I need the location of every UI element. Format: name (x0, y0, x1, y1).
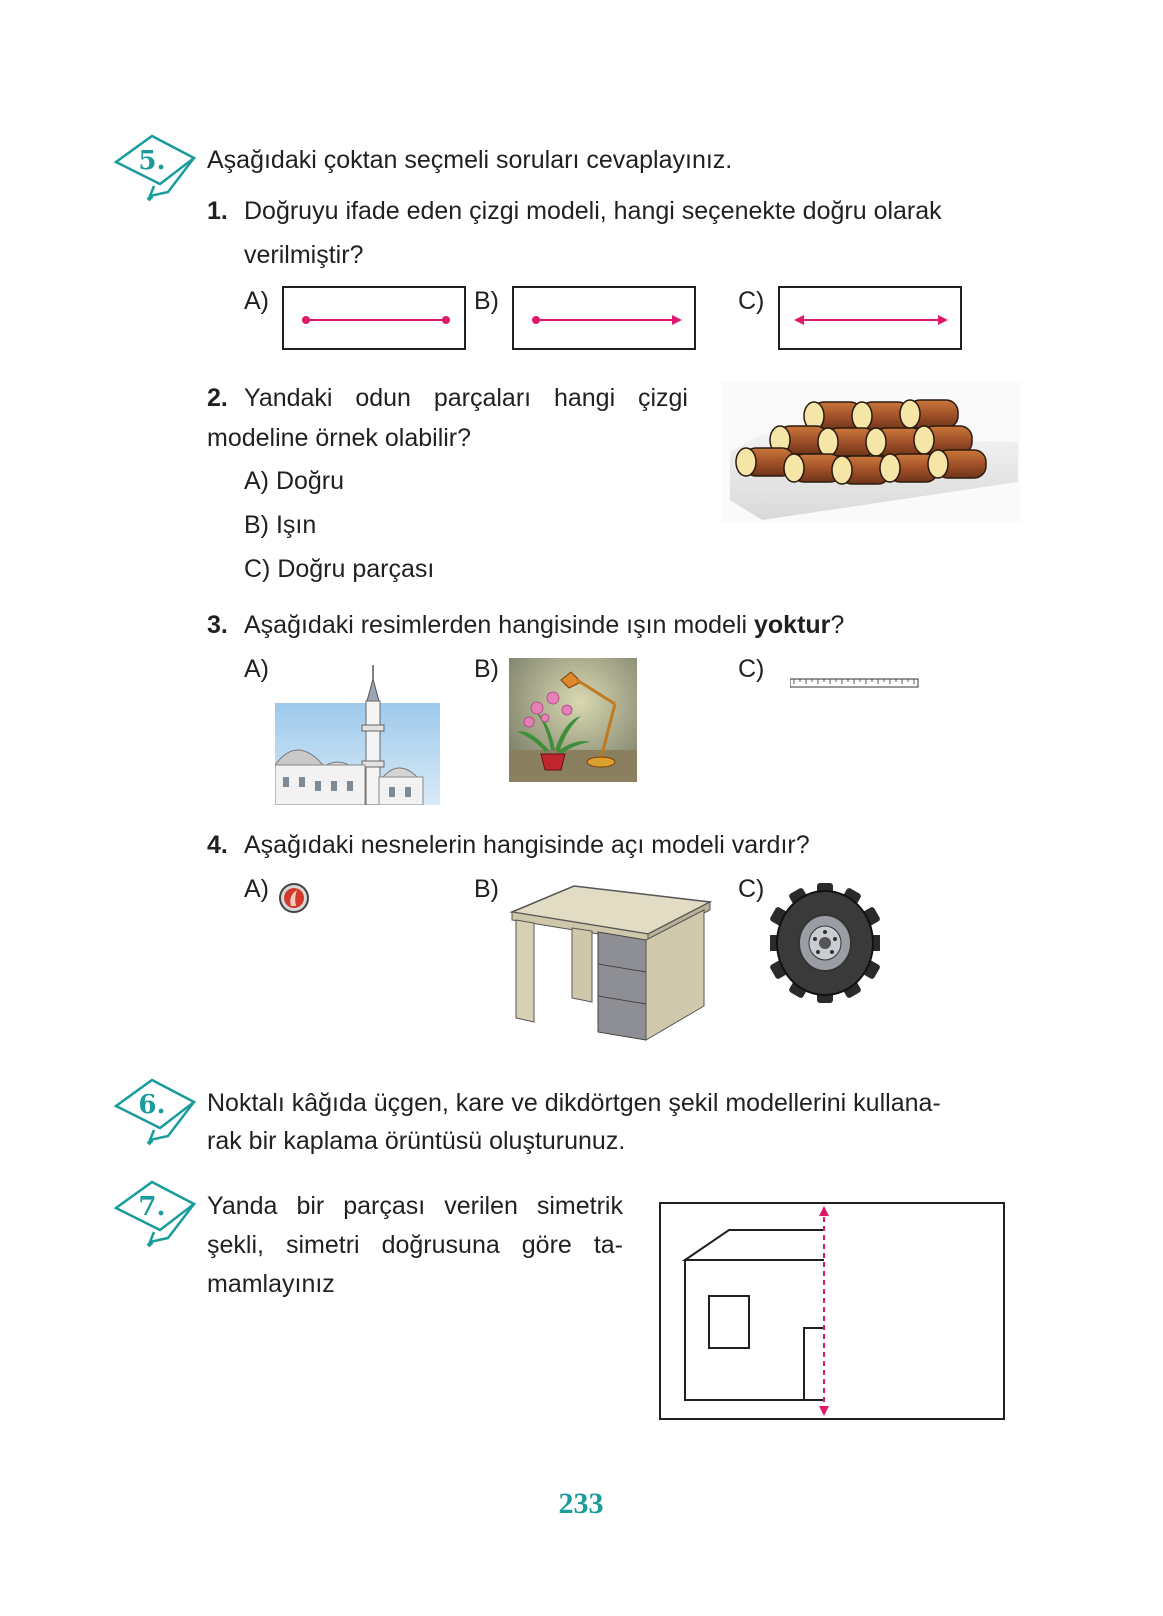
item-number: 3. (207, 611, 228, 639)
option-c-label: C) (738, 655, 765, 683)
mosque-minaret-image[interactable] (275, 665, 440, 805)
question-number-badge: 6. (138, 1090, 166, 1120)
symmetry-drawing-frame[interactable] (659, 1202, 1005, 1420)
button-badge-image[interactable] (278, 882, 310, 914)
question-text-continued: rak bir kaplama örüntüsü oluşturunuz. (207, 1127, 626, 1155)
item-text-end: ? (830, 611, 845, 639)
option-c-label: C) (738, 287, 765, 315)
question-text: Yanda bir parçası verilen simetrik (207, 1192, 623, 1220)
question-text-continued: şekli, simetri doğrusuna göre ta- (207, 1231, 623, 1259)
page-number: 233 (558, 1487, 604, 1520)
desk-lamp-plant-image[interactable] (509, 658, 637, 782)
question-number-badge: 7. (138, 1192, 166, 1222)
item-number: 4. (207, 831, 228, 859)
tractor-tire-image[interactable] (770, 880, 880, 1006)
line-segment-icon (284, 288, 464, 348)
option-b-box[interactable] (512, 286, 696, 350)
item-number: 1. (207, 197, 228, 225)
item-text-continued: modeline örnek olabilir? (207, 424, 472, 452)
question-text-end: mamlayınız (207, 1270, 335, 1298)
option-b-label: B) (474, 655, 499, 683)
option-a[interactable]: A) Doğru (244, 467, 345, 495)
option-a-label: A) (244, 875, 269, 903)
item-text-part: Aşağıdaki resimlerden hangisinde ışın modeli (244, 611, 754, 639)
item-text: Aşağıdaki nesnelerin hangisinde açı modeli vardır? (244, 831, 810, 859)
ray-icon (514, 288, 694, 348)
item-number: 2. (207, 384, 228, 412)
option-a-label: A) (244, 287, 269, 315)
item-text (244, 610, 844, 640)
option-b-label: B) (474, 287, 499, 315)
option-c-box[interactable] (778, 286, 962, 350)
item-text-emphasis: yoktur (754, 611, 831, 639)
option-b-label: B) (474, 875, 499, 903)
option-a-box[interactable] (282, 286, 466, 350)
symmetry-drawing (661, 1204, 1003, 1418)
line-icon (780, 288, 960, 348)
item-text-continued: verilmiştir? (244, 241, 364, 269)
ruler-image[interactable] (790, 676, 920, 690)
option-c-label: C) (738, 875, 765, 903)
question-number-badge: 5. (138, 146, 166, 176)
option-a-label: A) (244, 655, 269, 683)
option-b[interactable]: B) Işın (244, 511, 317, 539)
item-text: Yandaki odun parçaları hangi çizgi (244, 384, 688, 412)
wood-logs-image (722, 382, 1020, 522)
item-text: Doğruyu ifade eden çizgi modeli, hangi seçenekte doğru olarak (244, 197, 942, 225)
desk-image[interactable] (508, 882, 714, 1044)
option-c[interactable]: C) Doğru parçası (244, 555, 435, 583)
question-instruction: Aşağıdaki çoktan seçmeli soruları cevaplayınız. (207, 146, 733, 174)
question-text: Noktalı kâğıda üçgen, kare ve dikdörtgen şekil modellerini kullana- (207, 1089, 941, 1117)
